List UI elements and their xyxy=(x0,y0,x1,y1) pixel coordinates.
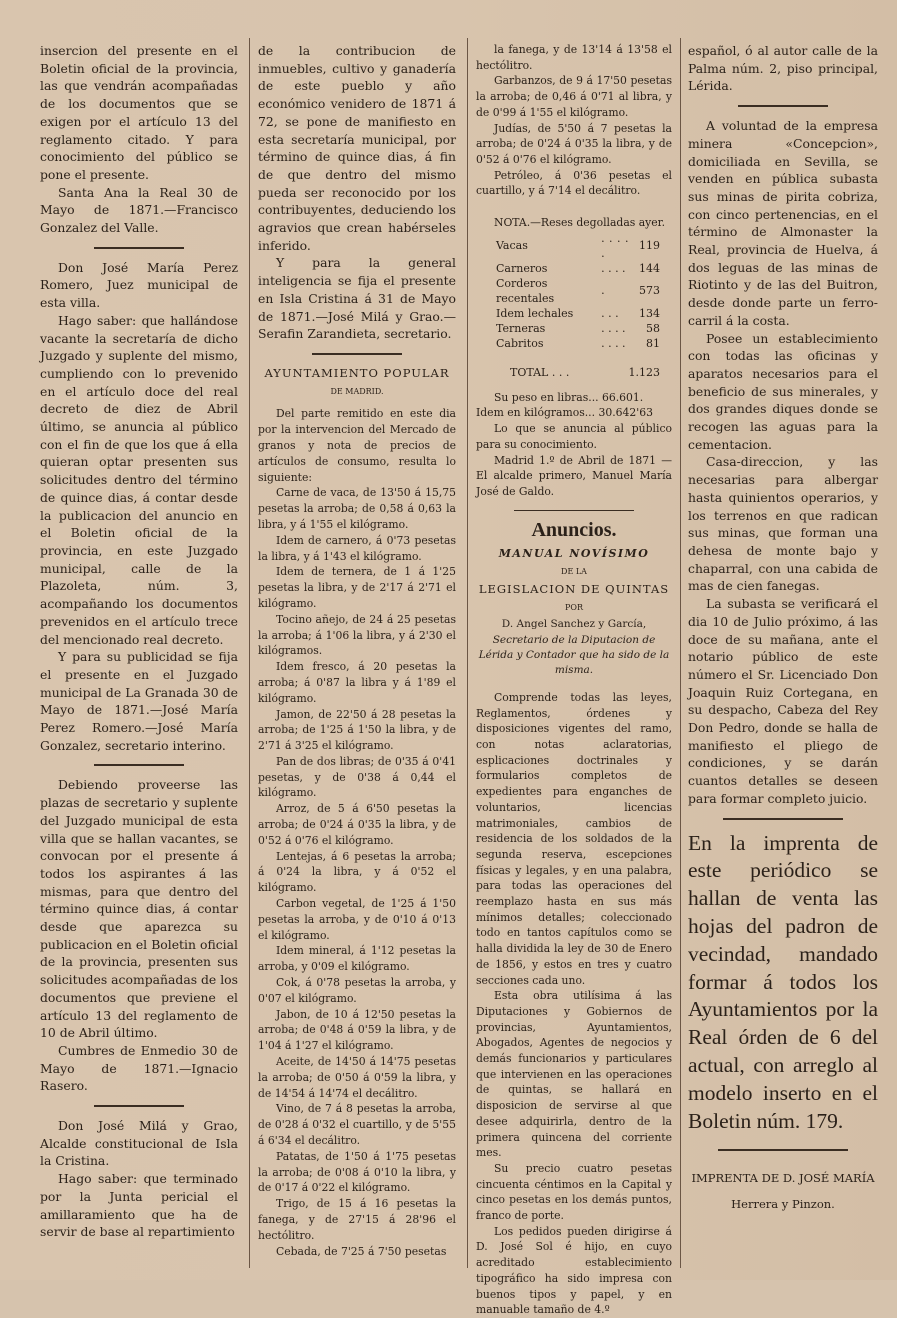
separator xyxy=(94,1105,184,1107)
price-item: Judías, de 5'50 á 7 pesetas la arroba; de 0'24 á 0'35 la libra, y de 0'52 á 0'76 el kilógramo. xyxy=(476,121,672,166)
reses-name: Idem lechales xyxy=(496,306,574,320)
book-author: D. Angel Sanchez y García, xyxy=(501,618,647,631)
price-item: Cok, á 0'78 pesetas la arroba, y 0'07 el kilógramo. xyxy=(258,976,456,1005)
reses-dots: . . . . xyxy=(601,321,626,335)
column-3 xyxy=(476,42,672,1317)
reses-value: 134 xyxy=(639,306,660,320)
reses-value: 81 xyxy=(646,336,660,350)
reses-dots: . . . . xyxy=(601,261,626,275)
table-row xyxy=(476,336,672,351)
mine-ad-paragraph: La subasta se verificará el dia 10 de Julio próximo, á las doce de su mañana, ante el notario público de este número el Sr. Licenciado Don Joaquin Ruiz Cortegana, en su despacho, Cabeza del Rey Don Pedro, donde se halla de manifiesto el pliego de condiciones, y se darán cuantos detalles se deseen para formar completo juicio. xyxy=(688,596,878,806)
reses-name: Vacas xyxy=(496,239,528,253)
separator xyxy=(514,510,634,511)
reses-dots: . . . . xyxy=(601,336,626,350)
price-item: Petróleo, á 0'36 pesetas el cuartillo, y á 7'14 el decálitro. xyxy=(476,168,672,198)
continued-paragraph: español, ó al autor calle de la Palma núm. 2, piso principal, Lérida. xyxy=(688,43,878,94)
column-rule xyxy=(467,38,468,1268)
separator xyxy=(94,764,184,766)
price-item: Cebada, de 7'25 á 7'50 pesetas xyxy=(276,1244,447,1258)
weight-kg: Idem en kilógramos... 30.642'63 xyxy=(476,406,653,420)
price-item: Idem de ternera, de 1 á 1'25 pesetas la libra, y de 2'17 á 2'71 el kilógramo. xyxy=(258,565,456,610)
separator xyxy=(94,247,184,249)
edict-signature: Y para su publicidad se fija el presente en el Juzgado municipal de La Granada 30 de Mayo de 1871.—José María Perez Romero.—José María Gonzalez, secretario interino. xyxy=(40,649,238,753)
signature-santa-ana: Santa Ana la Real 30 de Mayo de 1871.—Francisco Gonzalez del Valle. xyxy=(40,184,238,236)
table-row xyxy=(476,276,672,306)
continued-paragraph: de la contribucion de inmuebles, cultivo y ganadería de este pueblo y año económico venidero de 1871 á 72, se pone de manifiesto en esta secretaría municipal, por término de quince dias, á fin de que dentro del mismo pueda ser reconocido por los contribuyentes, deduciendo los agravios que crean habérseles inferido. xyxy=(258,43,456,253)
price-item: la fanega, y de 13'14 á 13'58 el hectólitro. xyxy=(476,43,672,72)
column-4 xyxy=(688,42,878,1274)
book-por: POR xyxy=(565,603,583,613)
mine-ad-paragraph: Posee un establecimiento con todas las oficinas y aparatos necesarios para el beneficio de sus minerales, y dos grandes diques donde se recogen las aguas para la cementacion. xyxy=(688,330,878,452)
ad-paragraph: Su precio cuatro pesetas cincuenta céntimos en la Capital y cinco pesetas en los demás puntos, franco de porte. xyxy=(476,1161,672,1223)
column-rule xyxy=(249,38,250,1268)
separator xyxy=(723,818,843,820)
price-item: Jabon, de 10 á 12'50 pesetas la arroba; de 0'48 á 0'59 la libra, y de 1'04 á 1'27 el kilógramo. xyxy=(258,1007,456,1053)
total-row xyxy=(476,351,672,380)
price-item: Carbon vegetal, de 1'25 á 1'50 pesetas la arroba, y de 0'10 á 0'13 el kilógramo. xyxy=(258,897,456,942)
separator xyxy=(718,1149,848,1151)
separator xyxy=(738,105,828,107)
ad-paragraph: Comprende todas las leyes, Reglamentos, órdenes y disposiciones vigentes del ramo, con notas aclaratorias, esplicaciones doctrinales y formularios completos de expedientes para enganches de voluntarios, licencias matrimoniales, cambios de residencia de los soldados de la segunda reserva, escepciones físicas y legales, y en una palabra, para todas las operaciones del reemplazo hasta en sus más mínimos detalles; coleccionado todo en tantos capítulos como se halla dividida la ley de 30 de Enero de 1856, y estos en tres y cuatro secciones cada uno. xyxy=(476,690,672,987)
reses-dots: . . . xyxy=(601,306,619,320)
book-title: MANUAL NOVÍSIMO xyxy=(498,547,650,561)
price-item: Vino, de 7 á 8 pesetas la arroba, de 0'28 á 0'32 el cuartillo, y de 5'55 á 6'34 el decálitro. xyxy=(258,1102,456,1148)
reses-dots: . xyxy=(601,284,605,298)
total-value: 1.123 xyxy=(628,365,660,379)
table-row xyxy=(476,231,672,261)
reses-name: Terneras xyxy=(496,321,546,335)
price-item: Tocino añejo, de 24 á 25 pesetas la arroba; á 1'06 la libra, y á 2'30 el kilógramos. xyxy=(258,612,456,658)
reses-name: Cabritos xyxy=(496,336,544,350)
edict-signature: Y para la general inteligencia se fija el presente en Isla Cristina á 31 de Mayo de 1871.—José Milá y Grao.—Serafin Zarandieta, secretario. xyxy=(258,255,456,342)
price-item: Idem fresco, á 20 pesetas la arroba; á 0'87 la libra y á 1'89 el kilógramo. xyxy=(258,660,456,705)
book-author-title: Secretario de la Diputacion de Lérida y Contador que ha sido de la misma. xyxy=(478,633,670,676)
table-row xyxy=(476,261,672,276)
price-item: Aceite, de 14'50 á 14'75 pesetas la arroba; de 0'50 á 0'59 la libra, y de 14'54 á 14'74 el decálitro. xyxy=(258,1055,456,1100)
edict-heading: Don José María Perez Romero, Juez municipal de esta villa. xyxy=(40,259,238,311)
imprenta-notice: En la imprenta de este periódico se hallan de venta las hojas del padron de vecindad, mandado formar á todos los Ayuntamientos por la Real órden de 6 del actual, con arreglo al modelo inserto en el Boletin núm. 179. xyxy=(688,830,878,1133)
column-rule xyxy=(680,38,681,1268)
table-row xyxy=(476,321,672,336)
reses-value: 144 xyxy=(639,261,660,275)
section-subtitle: DE MADRID. xyxy=(330,386,384,396)
price-item: Idem de carnero, á 0'73 pesetas la libra, y á 1'43 el kilógramo. xyxy=(258,533,456,563)
price-item: Pan de dos libras; de 0'35 á 0'41 pesetas, y de 0'38 á 0,44 el kilógramo. xyxy=(258,754,456,800)
weight-libras: Su peso en libras... 66.601. xyxy=(494,390,644,404)
edict-body: Hago saber: que terminado por la Junta pericial el amillaramiento que ha de servir de base al repartimiento xyxy=(40,1171,238,1240)
mine-ad-paragraph: A voluntad de la empresa minera «Concepcion», domiciliada en Sevilla, se venden en pública subasta sus minas de pirita cobriza, con cinco pertenencias, en el término de Almonaster la Real, provincia de Huelva, á dos leguas de las minas de Riotinto y de las del Buitron, desde donde parte un ferro-carril á la costa. xyxy=(688,118,878,328)
column-2 xyxy=(258,42,456,1274)
reses-name: Carneros xyxy=(496,261,548,275)
table-row xyxy=(476,306,672,321)
notice-text: Lo que se anuncia al público para su conocimiento. xyxy=(476,422,672,451)
reses-value: 58 xyxy=(646,321,660,335)
reses-dots: . . . . . xyxy=(601,231,629,260)
mine-ad-paragraph: Casa-direccion, y las necesarias para albergar hasta quinientos operarios, y los terrenos en que radican sus minas, que forman una dehesa de monte bajo y chaparral, con una cabida de mas de cien fanegas. xyxy=(688,454,878,594)
price-item: Patatas, de 1'50 á 1'75 pesetas la arroba; de 0'08 á 0'10 la libra, y de 0'17 á 0'22 el kilógramo. xyxy=(258,1149,456,1195)
printer-credit: IMPRENTA DE D. JOSÉ MARÍA Herrera y Pinzon. xyxy=(691,1171,875,1212)
notice-signature: Madrid 1.º de Abril de 1871 — El alcalde primero, Manuel María José de Galdo. xyxy=(476,453,672,498)
price-item: Idem mineral, á 1'12 pesetas la arroba, y 0'09 el kilógramo. xyxy=(258,944,456,974)
book-subject: LEGISLACION DE QUINTAS xyxy=(478,581,670,596)
price-item: Arroz, de 5 á 6'50 pesetas la arroba; de 0'24 á 0'35 la libra, y de 0'52 á 0'76 el kilógramo. xyxy=(258,802,456,847)
edict-body: Debiendo proveerse las plazas de secretario y suplente del Juzgado municipal de esta villa que se hallan vacantes, se convocan por el presente á todos los aspirantes á las mismas, para que dentro del término quince dias, á contar desde que aparezca su publicacion en el Boletin oficial de la provincia, presenten sus solicitudes acompañadas de los documentos que previene el artículo 13 del reglamento de 10 de Abril último. xyxy=(40,777,238,1041)
price-item: Carne de vaca, de 13'50 á 15,75 pesetas la arroba; de 0,58 á 0,63 la libra, y á 1'55 el kilógramo. xyxy=(258,486,456,531)
reses-value: 573 xyxy=(639,284,660,298)
ad-paragraph: Esta obra utilísima á las Diputaciones y Gobiernos de provincias, Ayuntamientos, Abogados, Agentes de negocios y demás funcionarios y particulares que intervienen en las operaciones de quintas, se hallará en disposicion de servirse al que desee adquirirla, dentro de la primera quincena del corriente mes. xyxy=(476,989,672,1160)
price-item: Trigo, de 15 á 16 pesetas la fanega, y de 27'15 á 28'96 el hectólitro. xyxy=(258,1197,456,1242)
reses-name: Corderos recentales xyxy=(496,276,555,305)
ads-heading: Anuncios. xyxy=(531,518,617,541)
ad-paragraph: Los pedidos pueden dirigirse á D. José Sol é hijo, en cuyo acreditado establecimiento tipográfico ha sido impresa con buenos tipos y papel, y en manuable tamaño de 4.º xyxy=(476,1224,672,1317)
price-item: Jamon, de 22'50 á 28 pesetas la arroba; de 1'25 á 1'50 la libra, y de 2'71 á 3'25 el kilógramo. xyxy=(258,707,456,753)
book-title-connector: DE LA xyxy=(561,567,587,577)
prices-intro: Del parte remitido en este dia por la intervencion del Mercado de granos y nota de precios de artículos de consumo, resulta lo siguiente: xyxy=(258,407,456,484)
edict-body: Hago saber: que hallándose vacante la secretaría de dicho Juzgado y suplente del mismo, cumpliendo con lo prevenido en el artículo doce del real decreto de diez de Abril último, se anuncia al público con el fin de que los que á ella quieran optar presenten sus solicitudes dentro del término de quince dias, á contar desde la publicacion del anuncio en el Boletin oficial de la provincia, en este Juzgado municipal, calle de la Plazoleta, núm. 3, acompañando los documentos prevenidos en el artículo trece del mencionado real decreto. xyxy=(40,312,238,647)
section-title: AYUNTAMIENTO POPULAR xyxy=(264,365,450,380)
slaughter-table xyxy=(476,231,672,380)
edict-signature: Cumbres de Enmedio 30 de Mayo de 1871.—Ignacio Rasero. xyxy=(40,1042,238,1094)
edict-heading: Don José Milá y Grao, Alcalde constitucional de Isla la Cristina. xyxy=(40,1118,238,1169)
total-label: TOTAL . . . xyxy=(510,365,570,379)
column-1 xyxy=(40,42,238,1274)
price-item: Lentejas, á 6 pesetas la arroba; á 0'24 la libra, y á 0'52 el kilógramo. xyxy=(258,849,456,895)
price-item: Garbanzos, de 9 á 17'50 pesetas la arroba; de 0,46 á 0'71 al libra, y de 0'99 á 1'55 el kilógramo. xyxy=(476,74,672,119)
continued-paragraph: insercion del presente en el Boletin oficial de la provincia, las que vendrán acompañadas de los documentos que se exigen por el artículo 13 del reglamento citado. Y para conocimiento del público se pone el presente. xyxy=(40,43,238,182)
separator xyxy=(312,353,402,355)
reses-value: 119 xyxy=(639,239,660,253)
nota-title: NOTA.—Reses degolladas ayer. xyxy=(494,216,666,230)
